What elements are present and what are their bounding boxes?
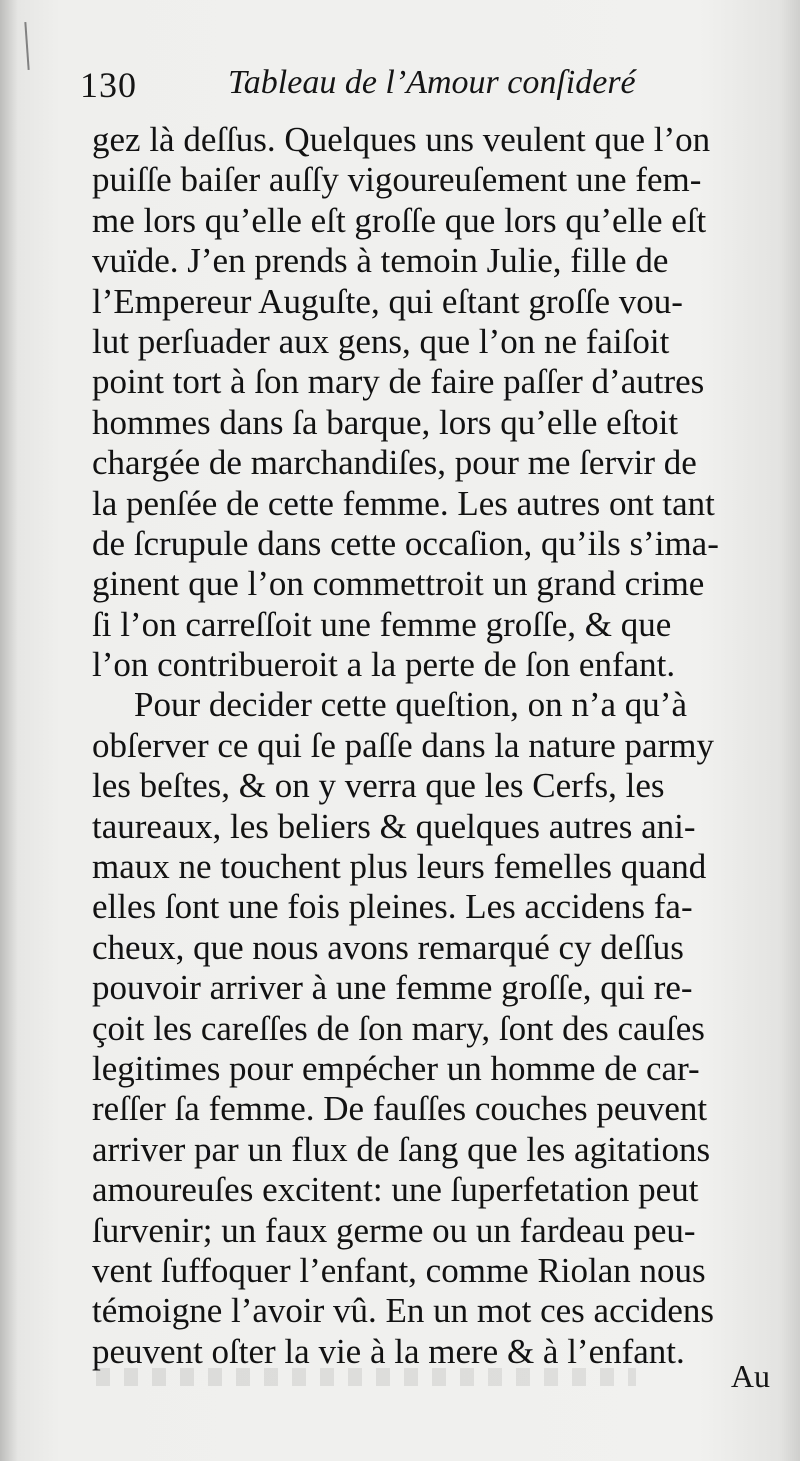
text-line: puiſſe baiſer auſſy vigoureuſement une fem- bbox=[92, 160, 702, 200]
running-title: Tableau de l’Amour conſideré bbox=[228, 64, 636, 101]
page-number: 130 bbox=[80, 65, 137, 105]
text-line: çoit les careſſes de ſon mary, ſont des cauſes bbox=[92, 1008, 705, 1048]
text-line: chargée de marchandiſes, pour me ſervir de bbox=[92, 443, 697, 483]
text-line: témoigne l’avoir vû. En un mot ces accidens bbox=[92, 1291, 715, 1331]
binding-mark bbox=[24, 22, 29, 70]
text-line: l’Empereur Auguſte, qui eſtant groſſe vou- bbox=[92, 281, 683, 321]
text-line: amoureuſes excitent: une ſuperfetation peut bbox=[92, 1170, 699, 1210]
text-line: ſurvenir; un faux germe ou un fardeau peu- bbox=[92, 1210, 696, 1250]
text-line: elles ſont une fois pleines. Les accidens fa- bbox=[92, 887, 693, 927]
text-line: point tort à ſon mary de faire paſſer d’autres bbox=[92, 362, 705, 402]
text-line: legitimes pour empécher un homme de car- bbox=[92, 1048, 700, 1088]
text-line: vuïde. J’en prends à temoin Julie, fille de bbox=[92, 241, 669, 281]
text-line: pouvoir arriver à une femme groſſe, qui re- bbox=[92, 968, 693, 1008]
text-line: ſi l’on carreſſoit une femme groſſe, & que bbox=[92, 604, 672, 644]
text-line: cheux, que nous avons remarqué cy deſſus bbox=[92, 927, 684, 967]
text-line: peuvent oſter la vie à la mere & à l’enfant. bbox=[92, 1331, 685, 1371]
text-line: obſerver ce qui ſe paſſe dans la nature parmy bbox=[92, 725, 714, 765]
text-line: reſſer ſa femme. De fauſſes couches peuvent bbox=[92, 1089, 708, 1129]
text-line: arriver par un flux de ſang que les agitations bbox=[92, 1129, 711, 1169]
text-line: lut perſuader aux gens, que l’on ne faiſoit bbox=[92, 321, 670, 361]
page-header bbox=[80, 58, 780, 108]
text-line: ginent que l’on commettroit un grand crime bbox=[92, 564, 705, 604]
text-line: les beſtes, & on y verra que les Cerfs, les bbox=[92, 766, 665, 806]
text-line: de ſcrupule dans cette occaſion, qu’ils s’ima- bbox=[92, 523, 719, 563]
text-line: me lors qu’elle eſt groſſe que lors qu’elle eſt bbox=[92, 200, 707, 240]
text-line: l’on contribueroit a la perte de ſon enfant. bbox=[92, 645, 676, 685]
ink-show-through bbox=[96, 1368, 636, 1386]
text-line: hommes dans ſa barque, lors qu’elle eſtoit bbox=[92, 402, 679, 442]
text-line: la penſée de cette femme. Les autres ont tant bbox=[92, 483, 715, 523]
catchword: Au bbox=[730, 1358, 770, 1394]
body-text bbox=[92, 120, 774, 1372]
text-line: vent ſuffoquer l’enfant, comme Riolan nous bbox=[92, 1250, 706, 1290]
text-line: maux ne touchent plus leurs femelles quand bbox=[92, 847, 707, 887]
text-line: taureaux, les beliers & quelques autres ani- bbox=[92, 806, 696, 846]
text-line: gez là deſſus. Quelques uns veulent que l’on bbox=[92, 120, 711, 159]
paragraph-start-line: Pour decider cette queſtion, on n’a qu’à bbox=[134, 685, 687, 725]
